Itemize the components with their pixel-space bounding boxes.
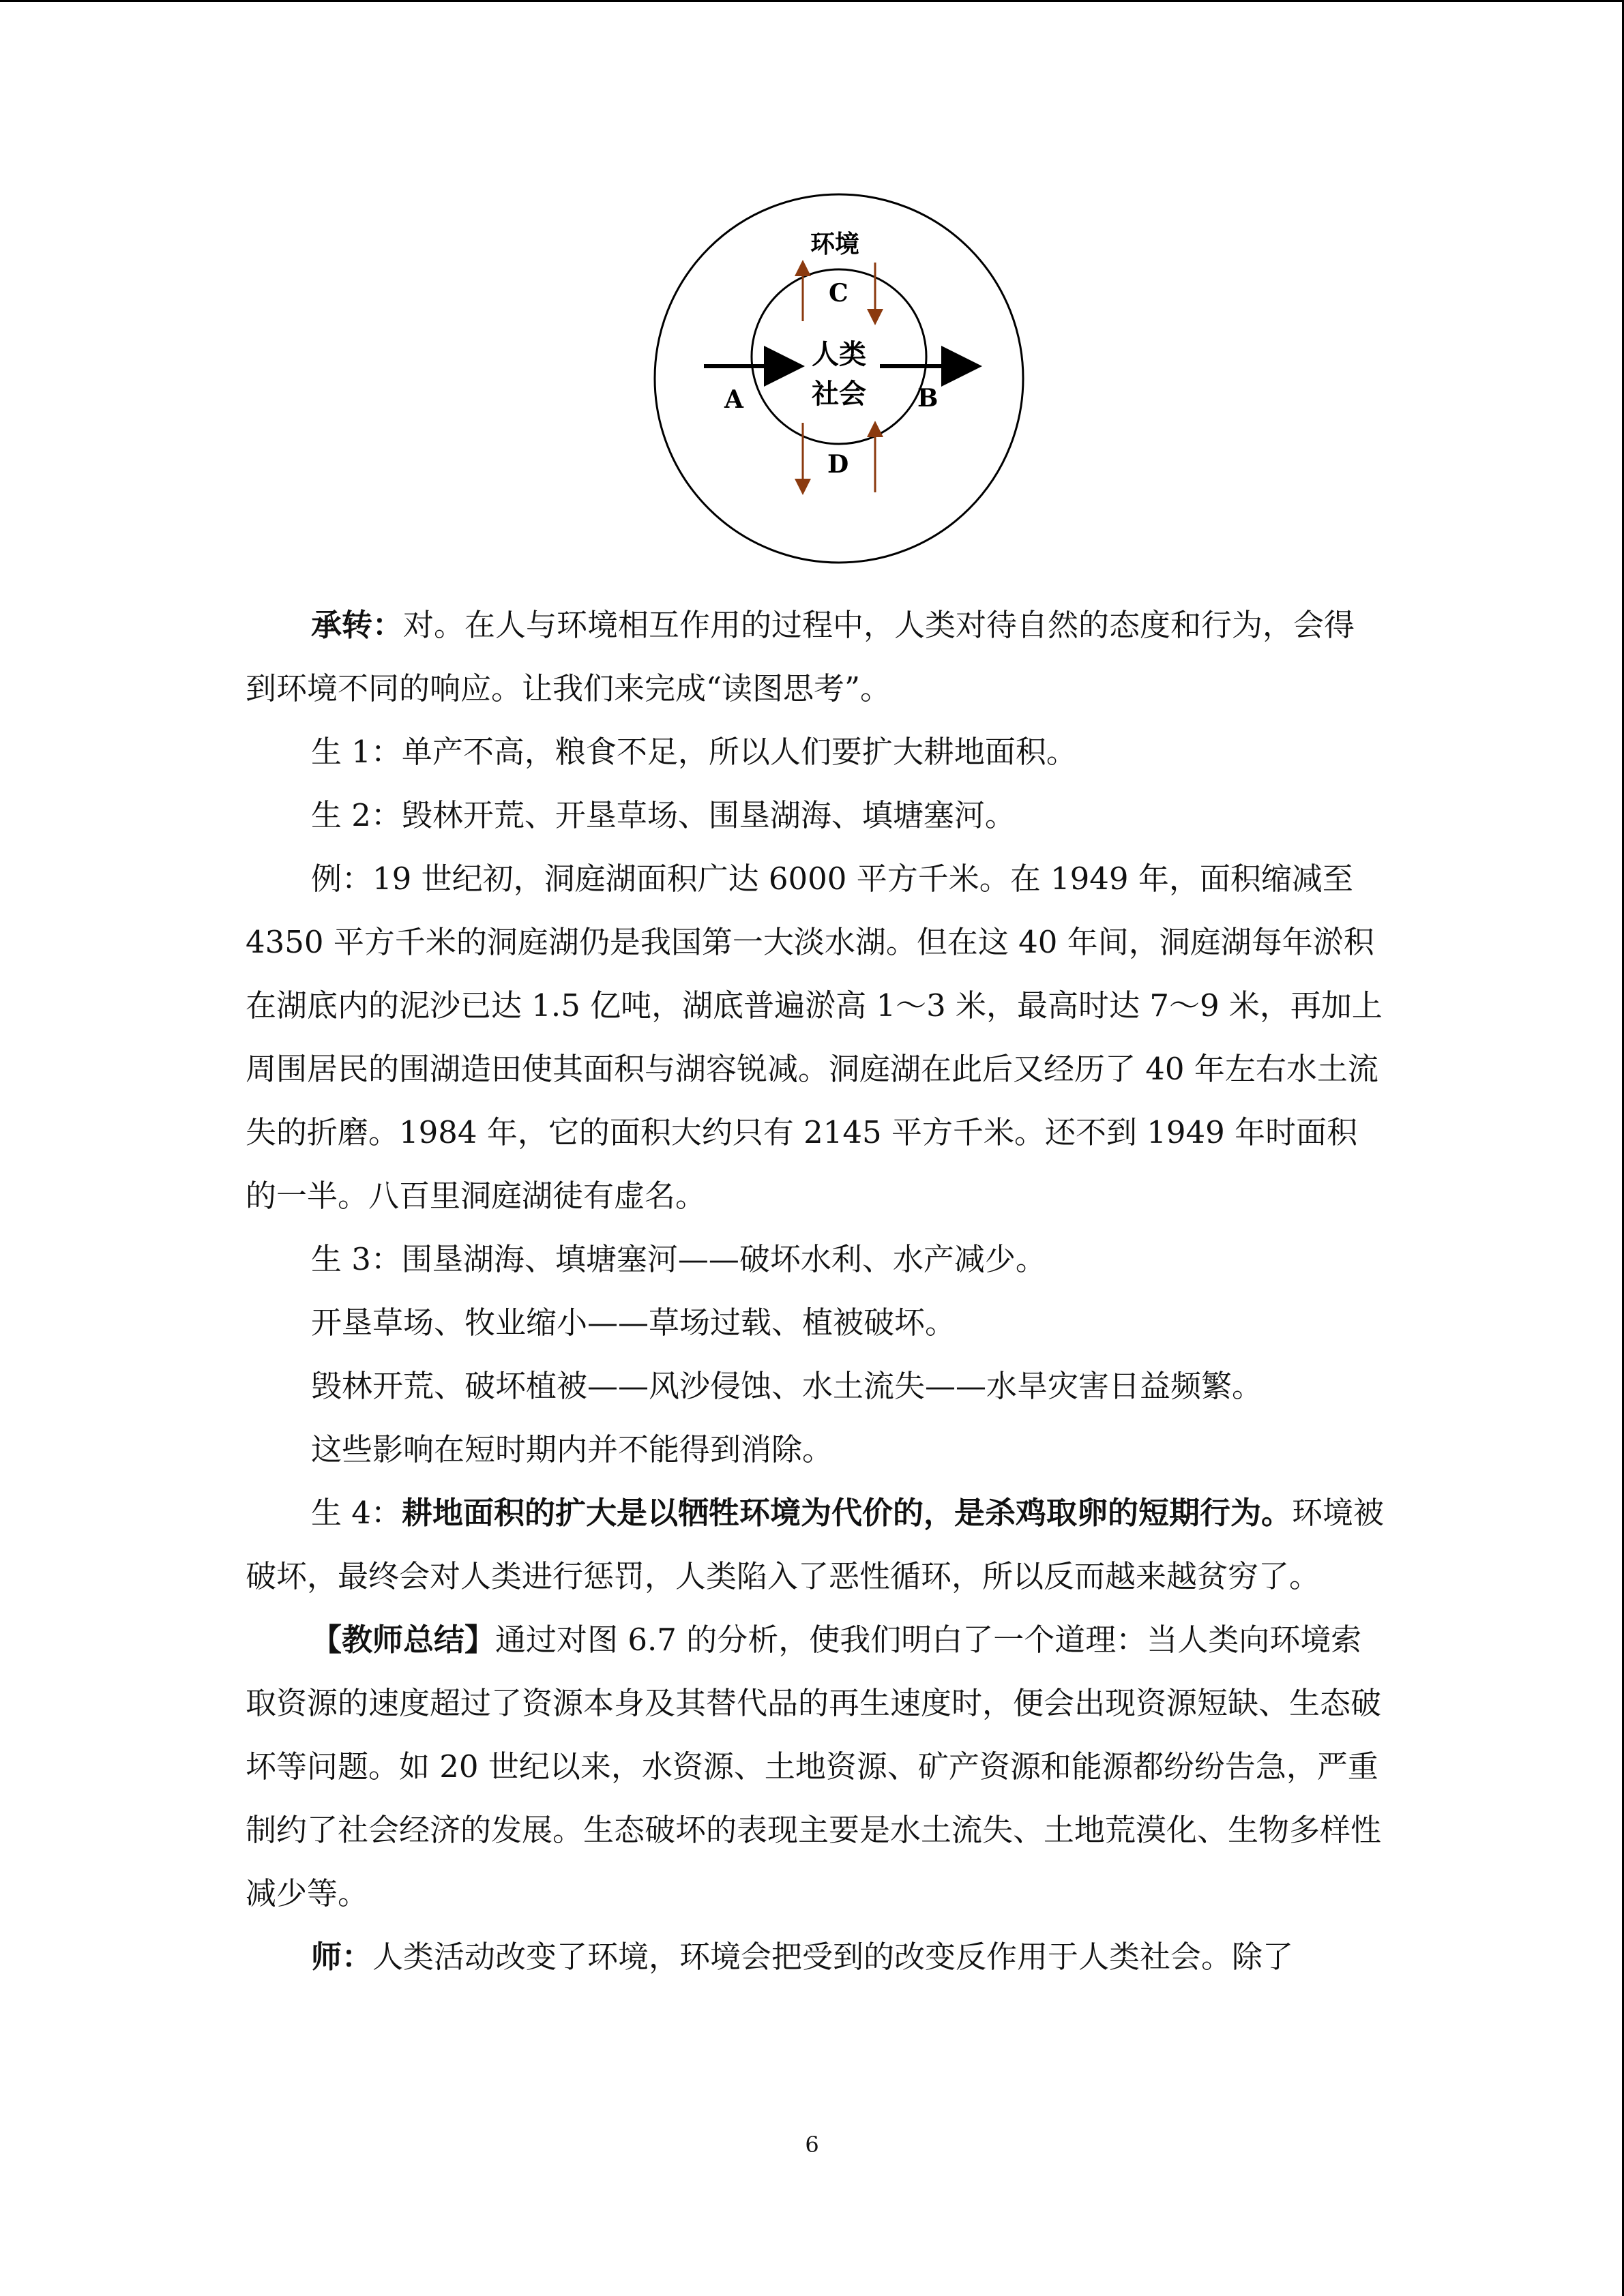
student4-text: 环境被破坏，最终会对人类进行惩罚，人类陷入了恶性循环，所以反而越来越贫穷了。 <box>246 1495 1384 1594</box>
paragraph-deforestation: 毁林开荒、破坏植被——风沙侵蚀、水土流失——水旱灾害日益频繁。 <box>311 1368 1263 1404</box>
label-society-line1: 人类 <box>812 338 866 370</box>
student4-prefix: 生 4： <box>311 1495 402 1531</box>
label-society-line2: 社会 <box>812 378 866 410</box>
label-d: D <box>827 450 849 479</box>
paragraph-student1: 生 1：单产不高，粮食不足，所以人们要扩大耕地面积。 <box>311 734 1077 770</box>
paragraph-grassland: 开垦草场、牧业缩小——草场过载、植被破坏。 <box>311 1304 956 1341</box>
label-b: B <box>917 384 939 413</box>
paragraph-student4 <box>246 1481 1385 1608</box>
paragraph-student3: 生 3：围垦湖海、填塘塞河——破坏水利、水产减少。 <box>311 1241 1046 1277</box>
label-a: A <box>724 385 743 414</box>
paragraph-student2: 生 2：毁林开荒、开垦草场、围垦湖海、填塘塞河。 <box>311 797 1016 833</box>
paragraph-transition <box>246 593 1385 720</box>
page-number: 6 <box>805 2132 819 2158</box>
teacher-text: 人类活动改变了环境，环境会把受到的改变反作用于人类社会。除了 <box>372 1939 1294 1975</box>
label-c: C <box>829 279 848 308</box>
page-border-top <box>0 0 1624 2</box>
lead-teacher-summary: 【教师总结】 <box>311 1622 496 1658</box>
student4-bold: 耕地面积的扩大是以牺牲环境为代价的，是杀鸡取卵的短期行为。 <box>401 1495 1292 1531</box>
lead-teacher: 师： <box>311 1939 373 1975</box>
lead-transition: 承转： <box>311 607 404 643</box>
document-body <box>246 593 1385 1988</box>
paragraph-teacher <box>246 1925 1385 1988</box>
paragraph-teacher-summary <box>246 1608 1385 1925</box>
paragraph-text: 对。在人与环境相互作用的过程中，人类对待自然的态度和行为，会得到环境不同的响应。让我们来完成“读图思考”。 <box>246 607 1355 706</box>
paragraph-example: 例：19 世纪初，洞庭湖面积广达 6000 平方千米。在 1949 年，面积缩减至 4350 平方千米的洞庭湖仍是我国第一大淡水湖。但在这 40 年间，洞庭湖每年淤积在湖底内的泥沙已达 1.5 亿吨，湖底普遍淤高 1～3 米，最高时达 7～9 米，再加上周围居民的围湖造田使其面积与湖容锐减。洞庭湖在此后又经历了 40 年左右水土流失的折磨。1984 年，它的面积大约只有 2145 平方千米。还不到 1949 年时面积的一半。八百里洞庭湖徒有虚名。 <box>246 861 1383 1214</box>
paragraph-effects: 这些影响在短时期内并不能得到消除。 <box>311 1431 833 1467</box>
teacher-summary-text: 通过对图 6.7 的分析，使我们明白了一个道理：当人类向环境索取资源的速度超过了资源本身及其替代品的再生速度时，便会出现资源短缺、生态破坏等问题。如 20 世纪以来，水资源、土地资源、矿产资源和能源都纷纷告急，严重制约了社会经济的发展。生态破坏的表现主要是水土流失、土地荒漠化、生物多样性减少等。 <box>246 1622 1382 1911</box>
label-environment: 环境 <box>810 230 860 258</box>
